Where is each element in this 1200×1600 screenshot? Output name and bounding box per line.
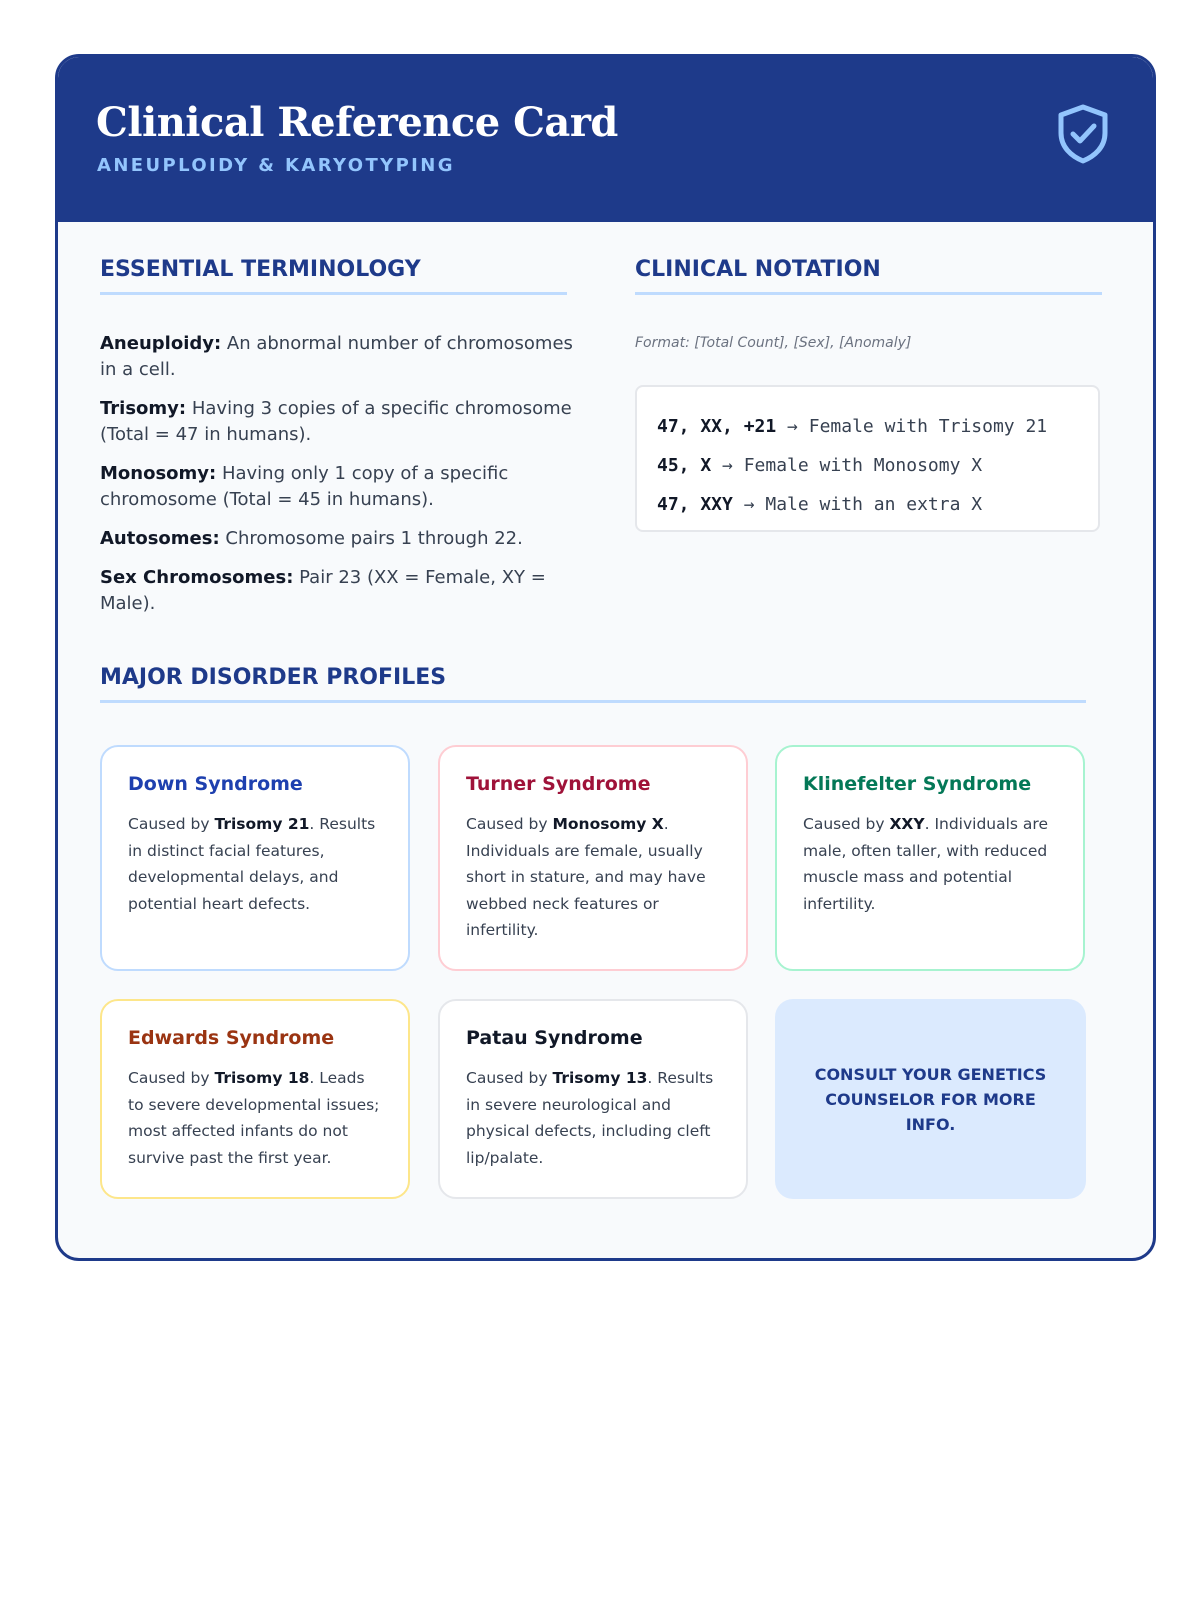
karyotype-code: 47, XX, +21 [657,416,777,437]
profile-name: Klinefelter Syndrome [803,773,1032,795]
profiles-heading: MAJOR DISORDER PROFILES [100,665,1086,703]
profile-description [128,1065,382,1171]
profile-cause: Monosomy X [552,815,664,833]
notation-example [657,446,1098,485]
profile-name: Edwards Syndrome [128,1027,335,1049]
notation-examples [635,385,1100,532]
notation-format: Format: [Total Count], [Sex], [Anomaly] [635,335,912,351]
term-definition: Having 3 copies of a specific chromosome (Total = 47 in humans). [100,398,572,445]
profile-klinefelter-syndrome [775,745,1085,971]
profile-down-syndrome [100,745,410,971]
description-text: . Leads to severe developmental issues; most affected infants do not survive past the first year. [128,1069,380,1167]
term-definition: An abnormal number of chromosomes in a cell. [100,333,573,380]
description-text: . Results in distinct facial features, developmental delays, and potential heart defects. [128,815,376,913]
profile-name: Down Syndrome [128,773,303,795]
karyotype-meaning: → Female with Monosomy X [711,455,983,476]
term-definition: Chromosome pairs 1 through 22. [219,528,523,549]
shield-check-icon [1055,103,1111,165]
description-text: . Results in severe neurological and physical defects, including cleft lip/palate. [466,1069,714,1167]
notation-heading: CLINICAL NOTATION [635,257,1102,295]
terminology-list [100,331,580,630]
description-text: . Individuals are male, often taller, with reduced muscle mass and potential infertility. [803,815,1049,913]
profile-cause: Trisomy 21 [214,815,310,833]
term-label: Autosomes: [100,528,220,549]
profile-cause: Trisomy 13 [552,1069,648,1087]
profile-edwards-syndrome [100,999,410,1199]
page-title: Clinical Reference Card [96,99,618,146]
term-item [100,565,580,617]
karyotype-meaning: → Male with an extra X [732,494,983,515]
term-item [100,526,580,552]
term-item [100,461,580,513]
description-prefix: Caused by [128,1069,215,1087]
term-item [100,396,580,448]
karyotype-meaning: → Female with Trisomy 21 [776,416,1048,437]
description-prefix: Caused by [466,815,553,833]
profile-turner-syndrome [438,745,748,971]
consult-callout: CONSULT YOUR GENETICS COUNSELOR FOR MORE INFO. [775,999,1086,1199]
term-item [100,331,580,383]
profile-description [128,811,382,917]
term-definition: Pair 23 (XX = Female, XY = Male). [100,567,546,614]
description-text: . Individuals are female, usually short in stature, and may have webbed neck features or infertility. [466,815,706,939]
profile-description [466,1065,720,1171]
page-subtitle: ANEUPLOIDY & KARYOTYPING [97,155,455,176]
notation-example [657,485,1098,524]
profile-patau-syndrome [438,999,748,1199]
term-definition: Having only 1 copy of a specific chromosome (Total = 45 in humans). [100,463,509,510]
karyotype-code: 47, XXY [657,494,733,515]
reference-card [55,54,1156,1261]
disorder-profiles [100,745,1086,1199]
profile-cause: XXY [889,815,925,833]
description-prefix: Caused by [466,1069,553,1087]
profile-name: Patau Syndrome [466,1027,643,1049]
term-label: Aneuploidy: [100,333,222,354]
profile-description [803,811,1057,917]
notation-example [657,407,1098,446]
term-label: Trisomy: [100,398,187,419]
term-label: Monosomy: [100,463,217,484]
profile-name: Turner Syndrome [466,773,651,795]
karyotype-code: 45, X [657,455,712,476]
term-label: Sex Chromosomes: [100,567,294,588]
profile-description [466,811,720,944]
terminology-heading: ESSENTIAL TERMINOLOGY [100,257,567,295]
description-prefix: Caused by [803,815,890,833]
profile-cause: Trisomy 18 [214,1069,310,1087]
description-prefix: Caused by [128,815,215,833]
card-header [58,57,1153,222]
